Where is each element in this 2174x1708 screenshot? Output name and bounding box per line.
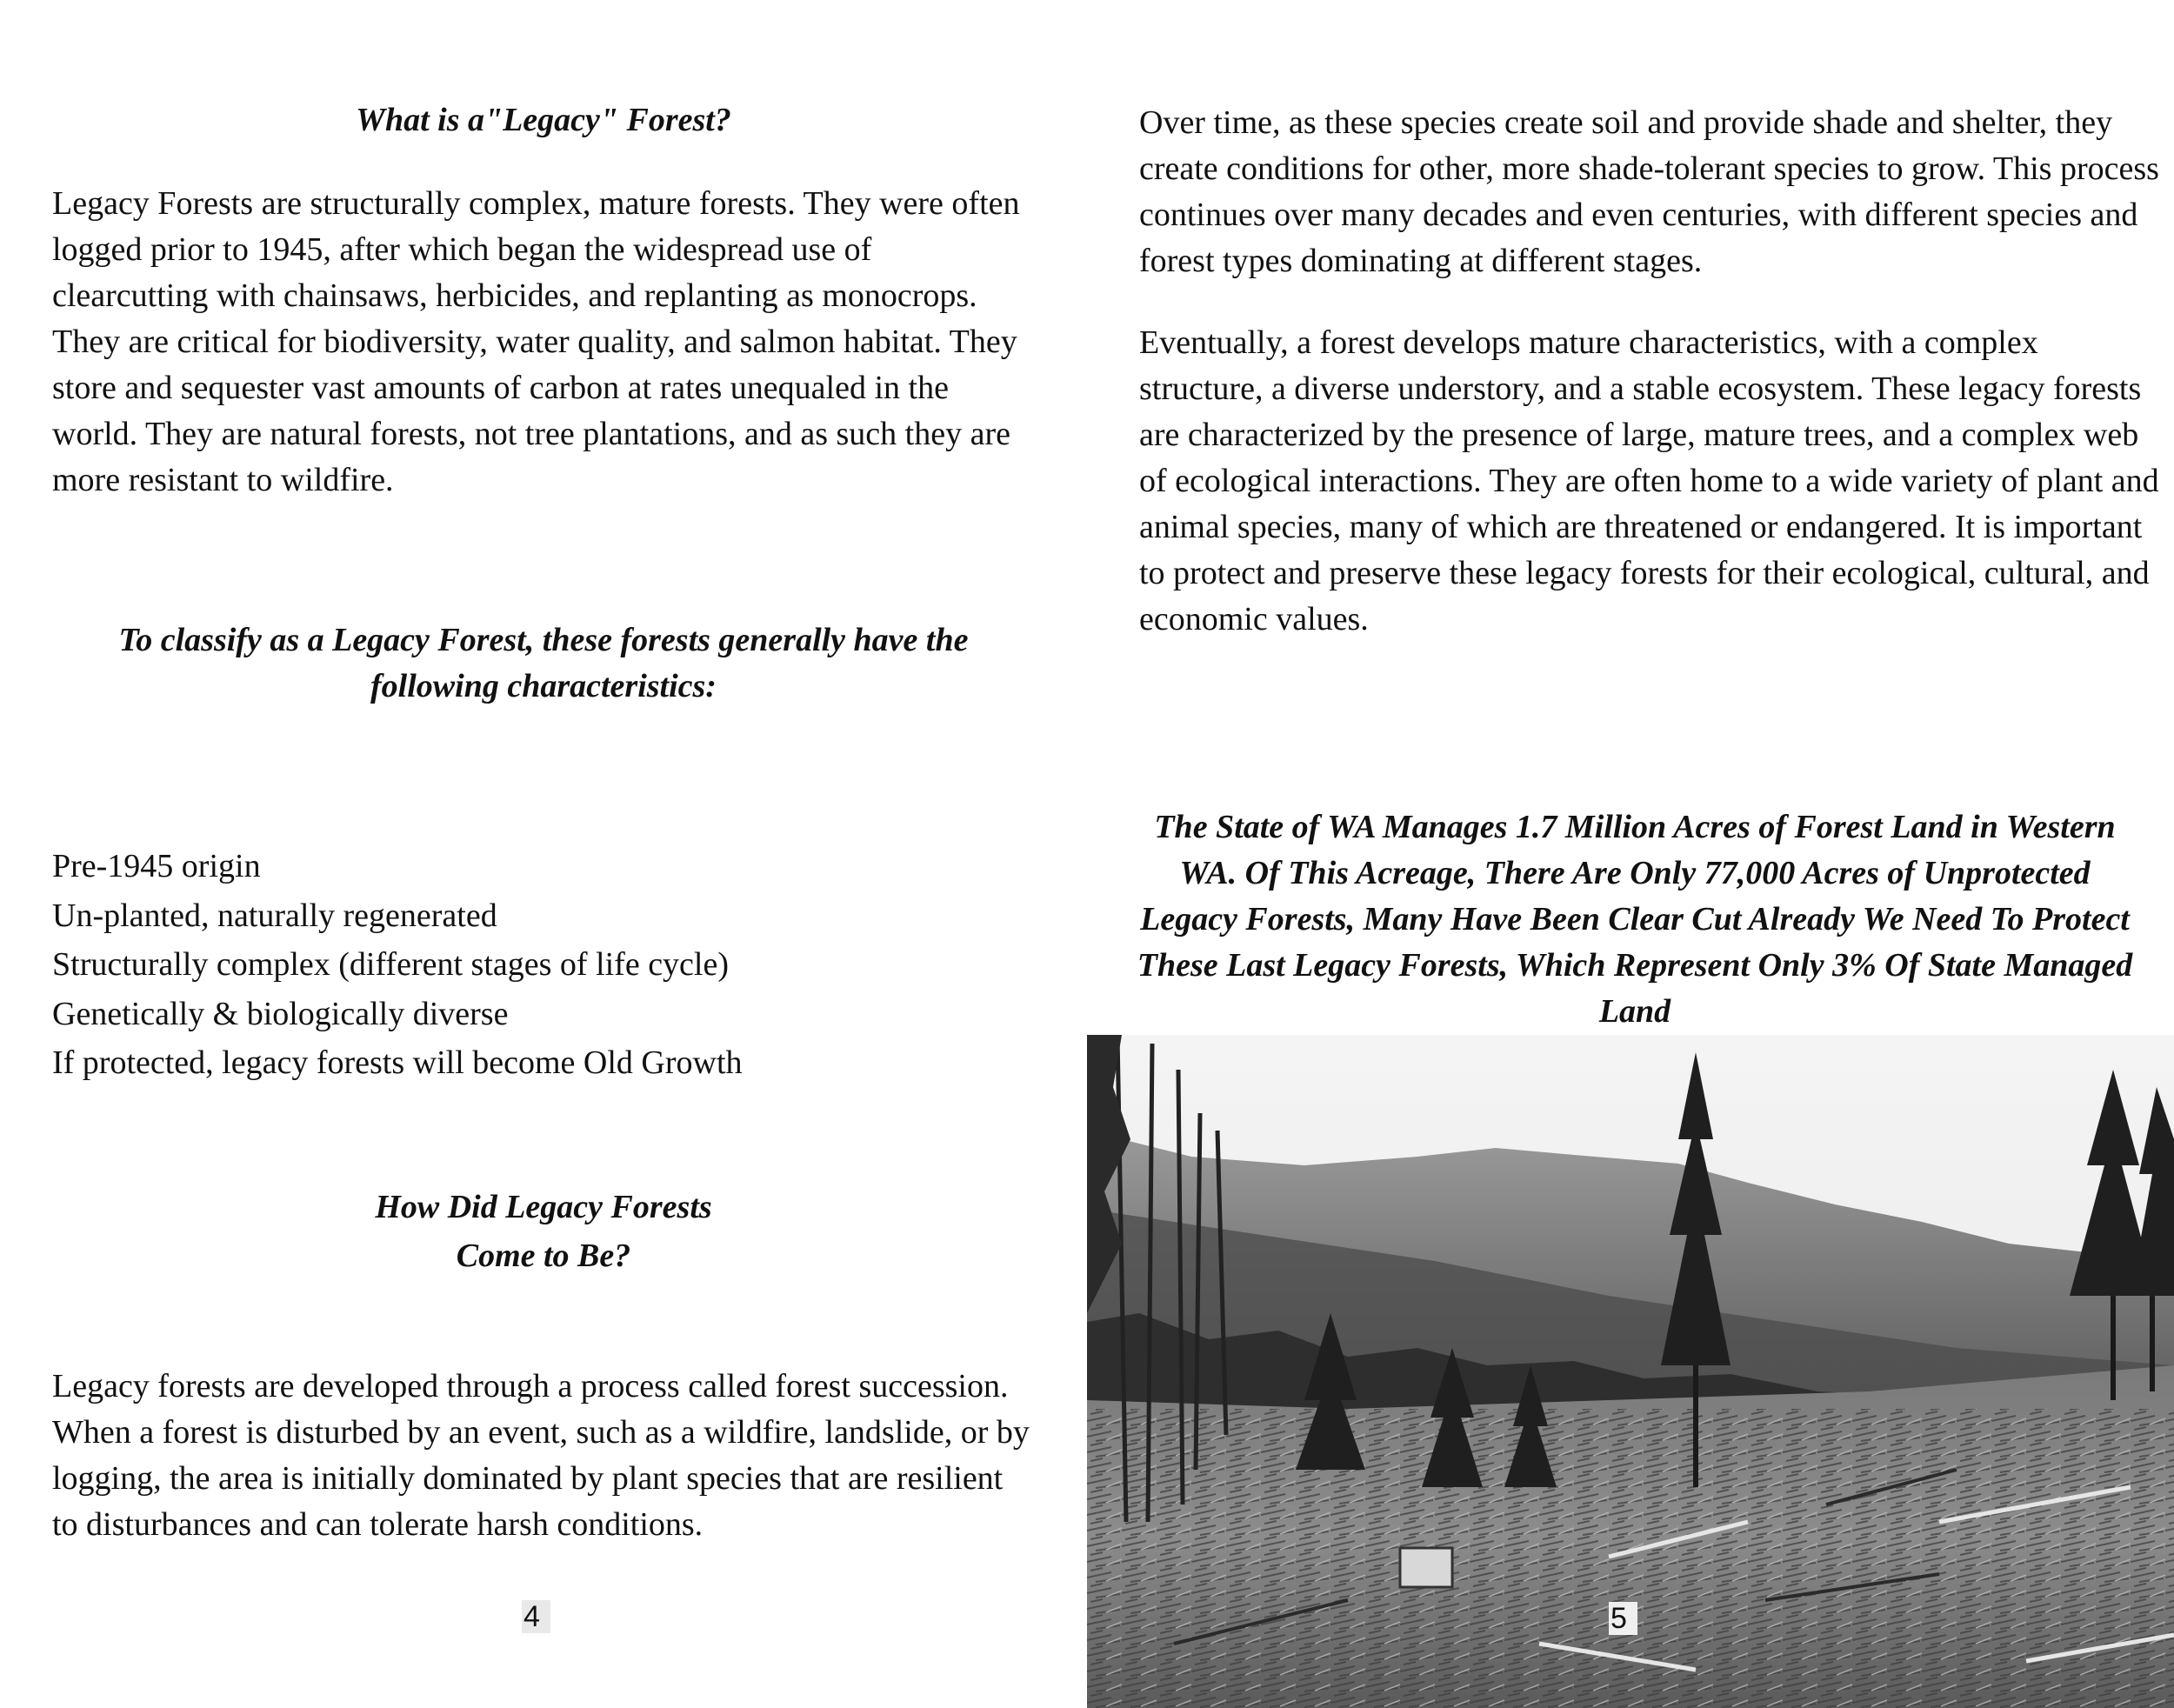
- heading-classify: To classify as a Legacy Forest, these forests generally have the following characteristics:: [118, 622, 969, 704]
- over-time-paragraph: Over time, as these species create soil and provide shade and shelter, they create conditions for other, more shade-tolerant species to grow. This process continues over many decades and even centuries, with different species and forest types dominating at different stages.: [1139, 104, 2159, 279]
- heading-how-line-2: Come to Be?: [456, 1238, 631, 1274]
- list-item: Pre-1945 origin: [52, 848, 261, 884]
- list-item: Un-planted, naturally regenerated: [52, 897, 497, 934]
- heading-how-did-legacy-forests: [52, 1183, 1035, 1280]
- page-number: 4: [522, 1600, 550, 1633]
- heading-how-line-1: How Did Legacy Forests: [375, 1189, 712, 1225]
- heading-state-of-wa: The State of WA Manages 1.7 Million Acres of Forest Land in Western WA. Of This Acreage, There Are Only 77,000 Acres of Unprotected Legacy Forests, Many Have Been Clear Cut Already We Need To Protect These Last Legacy Forests, Which Represent Only 3% Of State Managed Land: [1137, 809, 2133, 1030]
- characteristics-list: [52, 842, 1035, 1088]
- list-item: Genetically & biologically diverse: [52, 995, 509, 1032]
- list-item: Structurally complex (different stages of life cycle): [52, 946, 729, 983]
- eventually-paragraph: Eventually, a forest develops mature characteristics, with a complex structure, a diverse understory, and a stable ecosystem. These legacy forests are characterized by the presence of large, mature trees, and a complex web of ecological interactions. They are often home to a wide variety of plant and animal species, many of which are threatened or endangered. It is important to protect and preserve these legacy forests for their ecological, cultural, and economic values.: [1139, 324, 2159, 637]
- heading-what-is-legacy-forest: What is a"Legacy" Forest?: [356, 102, 731, 138]
- intro-paragraph: Legacy Forests are structurally complex, mature forests. They were often logged prior to 1945, after which began the widespread use of clearcutting with chainsaws, herbicides, and replanting as monocrops. They are critical for biodiversity, water quality, and salmon habitat. They store and sequester vast amounts of carbon at rates unequaled in the world. They are natural forests, not tree plantations, and as such they are more resistant to wildfire.: [52, 185, 1020, 498]
- page-number: 5: [1609, 1602, 1637, 1635]
- succession-paragraph: Legacy forests are developed through a process called forest succession. When a forest is disturbed by an event, such as a wildfire, landslide, or by logging, the area is initially dominated by plant species that are resilient to disturbances and can tolerate harsh conditions.: [52, 1368, 1030, 1543]
- right-page: [1087, 0, 2174, 1708]
- list-item: If protected, legacy forests will become Old Growth: [52, 1044, 743, 1081]
